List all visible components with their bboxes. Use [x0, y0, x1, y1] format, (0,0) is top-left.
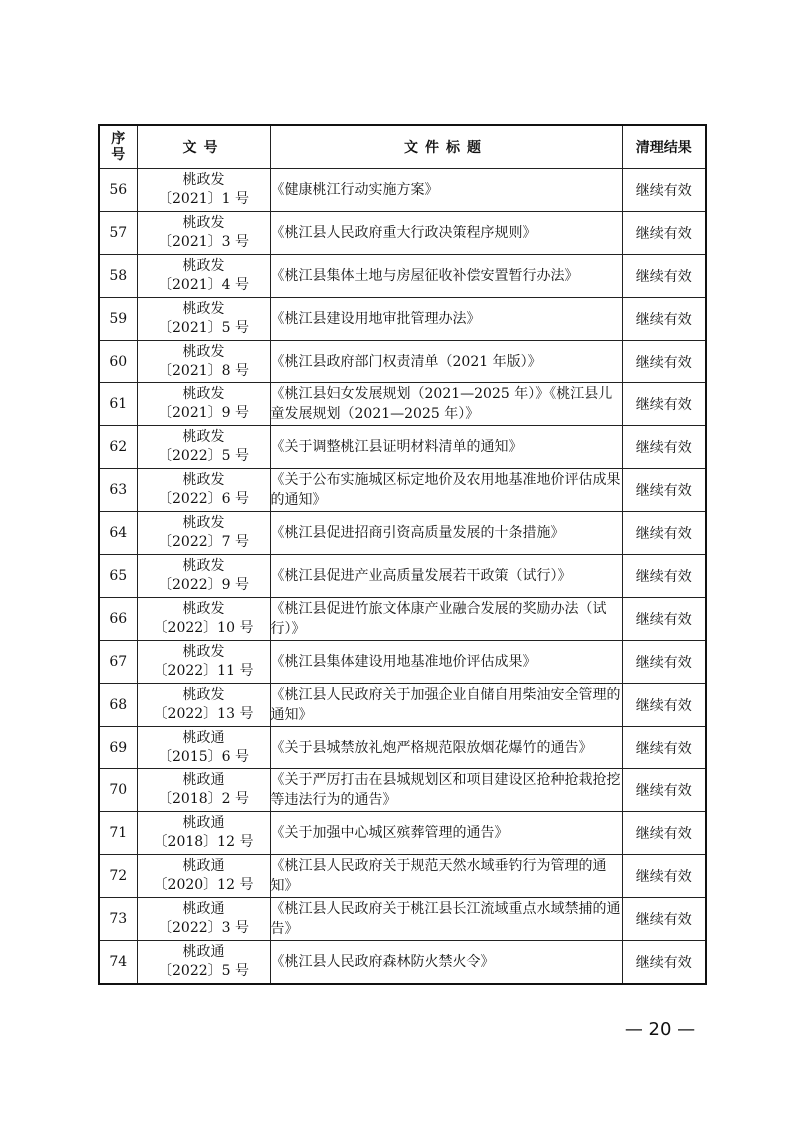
row-number: 74 [99, 941, 137, 984]
doc-number-serial: 〔2022〕13 号 [153, 705, 254, 722]
header-result: 清理结果 [622, 125, 706, 169]
row-title: 《桃江县人民政府关于加强企业自储自用柴油安全管理的通知》 [270, 683, 622, 726]
row-number: 59 [99, 297, 137, 340]
row-doc-number [137, 640, 270, 683]
row-title: 《桃江县建设用地审批管理办法》 [270, 297, 622, 340]
doc-number-serial: 〔2015〕6 号 [158, 748, 249, 765]
row-title: 《关于调整桃江县证明材料清单的通知》 [270, 426, 622, 469]
row-title: 《桃江县人民政府重大行政决策程序规则》 [270, 211, 622, 254]
row-doc-number [137, 597, 270, 640]
doc-number-prefix: 桃政发 [182, 600, 225, 617]
doc-number-serial: 〔2021〕9 号 [158, 405, 249, 422]
row-result: 继续有效 [622, 340, 706, 383]
row-number: 67 [99, 640, 137, 683]
row-number: 64 [99, 512, 137, 555]
row-title: 《桃江县人民政府森林防火禁火令》 [270, 941, 622, 984]
row-doc-number [137, 941, 270, 984]
row-doc-number [137, 898, 270, 941]
table-row [99, 941, 706, 984]
row-doc-number [137, 426, 270, 469]
doc-number-prefix: 桃政发 [182, 214, 225, 231]
table-row [99, 726, 706, 769]
doc-number-serial: 〔2018〕12 号 [153, 834, 254, 851]
row-result: 继续有效 [622, 855, 706, 898]
table-row [99, 340, 706, 383]
row-number: 62 [99, 426, 137, 469]
table-row [99, 597, 706, 640]
doc-number-prefix: 桃政发 [182, 643, 225, 660]
row-doc-number [137, 469, 270, 512]
row-result: 继续有效 [622, 297, 706, 340]
doc-number-prefix: 桃政通 [182, 729, 225, 746]
row-title: 《桃江县促进产业高质量发展若干政策（试行）》 [270, 555, 622, 598]
row-doc-number [137, 340, 270, 383]
table-row [99, 555, 706, 598]
row-doc-number [137, 169, 270, 212]
table-row [99, 426, 706, 469]
table-row [99, 898, 706, 941]
row-title: 《健康桃江行动实施方案》 [270, 169, 622, 212]
row-number: 56 [99, 169, 137, 212]
doc-number-serial: 〔2021〕3 号 [158, 233, 249, 250]
table-row [99, 383, 706, 426]
row-result: 继续有效 [622, 597, 706, 640]
table-row [99, 254, 706, 297]
row-result: 继续有效 [622, 640, 706, 683]
row-number: 60 [99, 340, 137, 383]
table-row [99, 855, 706, 898]
doc-number-prefix: 桃政发 [182, 472, 225, 489]
row-doc-number [137, 297, 270, 340]
row-doc-number [137, 683, 270, 726]
doc-number-serial: 〔2022〕11 号 [153, 662, 254, 679]
doc-number-prefix: 桃政发 [182, 257, 225, 274]
row-title: 《桃江县促进招商引资高质量发展的十条措施》 [270, 512, 622, 555]
row-result: 继续有效 [622, 469, 706, 512]
row-result: 继续有效 [622, 941, 706, 984]
header-doc-no: 文号 [137, 125, 270, 169]
row-title: 《桃江县集体土地与房屋征收补偿安置暂行办法》 [270, 254, 622, 297]
doc-number-prefix: 桃政通 [182, 943, 225, 960]
row-doc-number [137, 211, 270, 254]
row-doc-number [137, 512, 270, 555]
row-result: 继续有效 [622, 512, 706, 555]
doc-number-serial: 〔2021〕4 号 [158, 276, 249, 293]
doc-number-serial: 〔2020〕12 号 [153, 877, 254, 894]
row-number: 57 [99, 211, 137, 254]
doc-number-prefix: 桃政发 [182, 515, 225, 532]
doc-number-prefix: 桃政发 [182, 686, 225, 703]
table-row [99, 211, 706, 254]
doc-number-prefix: 桃政通 [182, 815, 225, 832]
row-result: 继续有效 [622, 254, 706, 297]
row-result: 继续有效 [622, 683, 706, 726]
row-doc-number [137, 812, 270, 855]
row-number: 72 [99, 855, 137, 898]
table-row [99, 469, 706, 512]
row-title: 《桃江县人民政府关于规范天然水域垂钓行为管理的通知》 [270, 855, 622, 898]
row-number: 65 [99, 555, 137, 598]
row-result: 继续有效 [622, 726, 706, 769]
doc-number-serial: 〔2021〕8 号 [158, 362, 249, 379]
table-row [99, 512, 706, 555]
row-number: 58 [99, 254, 137, 297]
doc-number-serial: 〔2022〕6 号 [158, 491, 249, 508]
row-number: 68 [99, 683, 137, 726]
doc-number-serial: 〔2021〕1 号 [158, 190, 249, 207]
row-result: 继续有效 [622, 383, 706, 426]
doc-number-prefix: 桃政发 [182, 557, 225, 574]
table-row [99, 683, 706, 726]
row-doc-number [137, 769, 270, 812]
row-title: 《关于严厉打击在县城规划区和项目建设区抢种抢栽抢挖等违法行为的通告》 [270, 769, 622, 812]
row-result: 继续有效 [622, 211, 706, 254]
row-result: 继续有效 [622, 898, 706, 941]
row-doc-number [137, 726, 270, 769]
row-doc-number [137, 383, 270, 426]
doc-number-serial: 〔2022〕5 号 [158, 448, 249, 465]
doc-number-prefix: 桃政发 [182, 300, 225, 317]
doc-number-serial: 〔2022〕9 号 [158, 576, 249, 593]
doc-number-prefix: 桃政发 [182, 343, 225, 360]
row-number: 73 [99, 898, 137, 941]
doc-number-prefix: 桃政发 [182, 429, 225, 446]
table-row [99, 297, 706, 340]
row-number: 69 [99, 726, 137, 769]
table-row [99, 812, 706, 855]
row-number: 70 [99, 769, 137, 812]
row-doc-number [137, 555, 270, 598]
doc-number-prefix: 桃政通 [182, 901, 225, 918]
table-row [99, 769, 706, 812]
row-title: 《关于公布实施城区标定地价及农用地基准地价评估成果的通知》 [270, 469, 622, 512]
row-result: 继续有效 [622, 812, 706, 855]
row-title: 《桃江县人民政府关于桃江县长江流域重点水域禁捕的通告》 [270, 898, 622, 941]
row-title: 《桃江县政府部门权责清单（2021 年版）》 [270, 340, 622, 383]
row-number: 61 [99, 383, 137, 426]
doc-number-serial: 〔2022〕7 号 [158, 534, 249, 551]
row-title: 《桃江县妇女发展规划（2021—2025 年）》《桃江县儿童发展规划（2021—2025 年）》 [270, 383, 622, 426]
row-result: 继续有效 [622, 769, 706, 812]
row-title: 《关于县城禁放礼炮严格规范限放烟花爆竹的通告》 [270, 726, 622, 769]
row-number: 63 [99, 469, 137, 512]
doc-number-prefix: 桃政发 [182, 386, 225, 403]
page-number: — 20 — [624, 1019, 696, 1040]
row-doc-number [137, 855, 270, 898]
doc-number-prefix: 桃政通 [182, 772, 225, 789]
doc-number-prefix: 桃政通 [182, 858, 225, 875]
row-number: 66 [99, 597, 137, 640]
table-row [99, 640, 706, 683]
header-doc-title: 文件标题 [270, 125, 622, 169]
table-header-row [99, 125, 706, 169]
doc-number-serial: 〔2022〕3 号 [158, 920, 249, 937]
row-doc-number [137, 254, 270, 297]
doc-number-prefix: 桃政发 [182, 171, 225, 188]
row-title: 《关于加强中心城区殡葬管理的通告》 [270, 812, 622, 855]
doc-number-serial: 〔2022〕10 号 [153, 619, 254, 636]
row-result: 继续有效 [622, 169, 706, 212]
row-title: 《桃江县集体建设用地基准地价评估成果》 [270, 640, 622, 683]
row-result: 继续有效 [622, 555, 706, 598]
table-row [99, 169, 706, 212]
doc-number-serial: 〔2022〕5 号 [158, 962, 249, 979]
doc-number-serial: 〔2021〕5 号 [158, 319, 249, 336]
document-list-table [98, 124, 707, 985]
row-number: 71 [99, 812, 137, 855]
doc-number-serial: 〔2018〕2 号 [158, 791, 249, 808]
header-seq: 序 号 [99, 125, 137, 169]
row-title: 《桃江县促进竹旅文体康产业融合发展的奖励办法（试行）》 [270, 597, 622, 640]
row-result: 继续有效 [622, 426, 706, 469]
